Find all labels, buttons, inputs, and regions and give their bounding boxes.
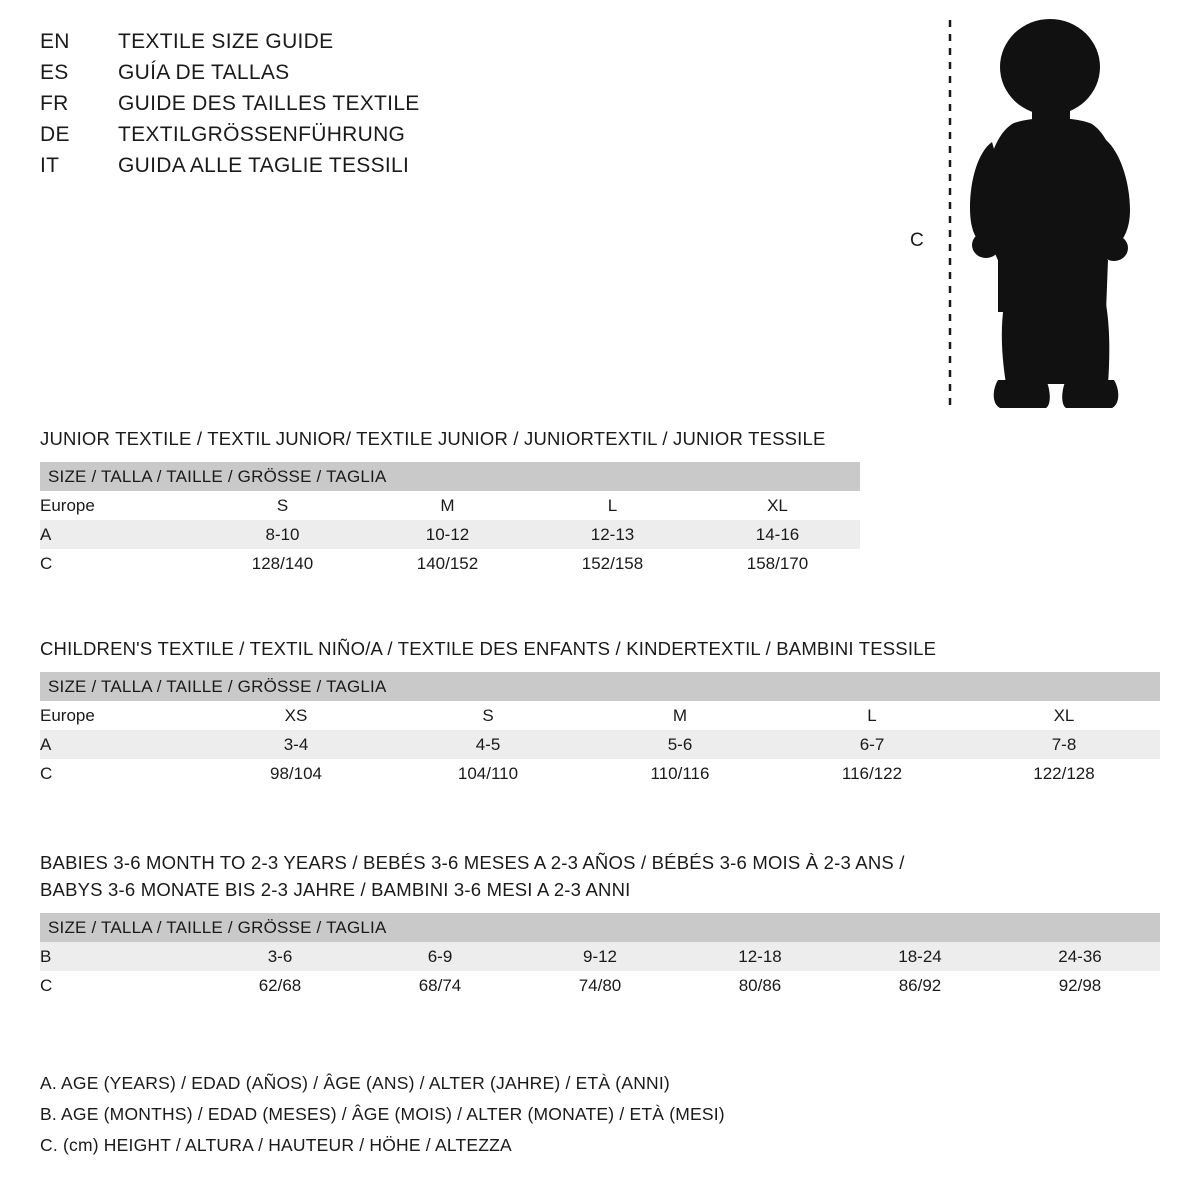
table-babies [40,942,1160,1000]
size-band-babies: SIZE / TALLA / TAILLE / GRÖSSE / TAGLIA [40,913,1160,942]
cell-value: 104/110 [392,759,584,788]
cell-size: XS [200,701,392,730]
table-row [40,759,1160,788]
section-title-children: CHILDREN'S TEXTILE / TEXTIL NIÑO/A / TEXTILE DES ENFANTS / KINDERTEXTIL / BAMBINI TESSILE [40,638,937,659]
section-title-babies-line2: BABYS 3-6 MONATE BIS 2-3 JAHRE / BAMBINI 3-6 MESI A 2-3 ANNI [40,879,631,900]
cell-value: 80/86 [680,971,840,1000]
section-title-babies [40,852,1160,901]
cell-size: S [200,491,365,520]
cell-value: 12-18 [680,942,840,971]
cell-value: 8-10 [200,520,365,549]
table-row [40,520,860,549]
footnote-b: B. AGE (MONTHS) / EDAD (MESES) / ÂGE (MOIS) / ALTER (MONATE) / ETÀ (MESI) [40,1104,725,1124]
cell-value: 110/116 [584,759,776,788]
cell-value: 98/104 [200,759,392,788]
cell-size: L [530,491,695,520]
cell-value: 68/74 [360,971,520,1000]
section-title-babies-line1: BABIES 3-6 MONTH TO 2-3 YEARS / BEBÉS 3-6 MESES A 2-3 AÑOS / BÉBÉS 3-6 MOIS À 2-3 ANS / [40,852,905,873]
cell-value: 9-12 [520,942,680,971]
cell-value: 18-24 [840,942,1000,971]
toddler-body [970,19,1130,408]
cell-row-label: A [40,730,200,759]
cell-row-label: C [40,549,200,578]
table-junior [40,491,860,578]
cell-size: XL [695,491,860,520]
cell-value: 6-7 [776,730,968,759]
section-junior [40,428,860,578]
cell-value: 152/158 [530,549,695,578]
table-row [40,701,1160,730]
size-band-junior: SIZE / TALLA / TAILLE / GRÖSSE / TAGLIA [40,462,860,491]
header-title-de: TEXTILGRÖSSENFÜHRUNG [118,123,406,146]
header-title-it: GUIDA ALLE TAGLIE TESSILI [118,154,410,177]
cell-row-label: B [40,942,200,971]
cell-row-label: C [40,759,200,788]
language-code-fr: FR [40,92,69,115]
table-row [40,491,860,520]
header-row-en [40,30,600,61]
cell-value: 4-5 [392,730,584,759]
cell-value: 10-12 [365,520,530,549]
cell-value: 3-4 [200,730,392,759]
cell-value: 92/98 [1000,971,1160,1000]
header-row-es [40,61,600,92]
footnotes [40,1068,725,1161]
header-title-es: GUÍA DE TALLAS [118,61,290,84]
cell-row-label: C [40,971,200,1000]
table-row [40,549,860,578]
cell-value: 158/170 [695,549,860,578]
header-languages [40,30,600,185]
cell-value: 14-16 [695,520,860,549]
language-code-es: ES [40,61,69,84]
child-silhouette-icon [900,12,1160,422]
cell-value: 74/80 [520,971,680,1000]
cell-size: S [392,701,584,730]
cell-value: 24-36 [1000,942,1160,971]
cell-value: 140/152 [365,549,530,578]
section-babies [40,852,1160,1000]
language-code-de: DE [40,123,70,146]
table-row [40,971,1160,1000]
cell-size: XL [968,701,1160,730]
cell-size: L [776,701,968,730]
height-label-c: C [910,230,924,251]
table-row [40,730,1160,759]
header-title-en: TEXTILE SIZE GUIDE [118,30,334,53]
cell-value: 5-6 [584,730,776,759]
footnote-c: C. (cm) HEIGHT / ALTURA / HAUTEUR / HÖHE / ALTEZZA [40,1135,512,1155]
footnote-a: A. AGE (YEARS) / EDAD (AÑOS) / ÂGE (ANS) / ALTER (JAHRE) / ETÀ (ANNI) [40,1073,670,1093]
header-title-fr: GUIDE DES TAILLES TEXTILE [118,92,420,115]
table-row [40,942,1160,971]
language-code-en: EN [40,30,70,53]
cell-value: 12-13 [530,520,695,549]
cell-size: M [584,701,776,730]
cell-europe-label: Europe [40,491,200,520]
section-children [40,638,1160,788]
cell-value: 3-6 [200,942,360,971]
cell-value: 7-8 [968,730,1160,759]
cell-value: 128/140 [200,549,365,578]
header-row-fr [40,92,600,123]
cell-europe-label: Europe [40,701,200,730]
section-title-junior: JUNIOR TEXTILE / TEXTIL JUNIOR/ TEXTILE JUNIOR / JUNIORTEXTIL / JUNIOR TESSILE [40,428,826,449]
cell-value: 116/122 [776,759,968,788]
cell-value: 86/92 [840,971,1000,1000]
cell-row-label: A [40,520,200,549]
cell-value: 62/68 [200,971,360,1000]
child-figure [900,12,1160,422]
size-band-children: SIZE / TALLA / TAILLE / GRÖSSE / TAGLIA [40,672,1160,701]
header-row-it [40,154,600,185]
cell-value: 122/128 [968,759,1160,788]
language-code-it: IT [40,154,60,177]
cell-value: 6-9 [360,942,520,971]
header-row-de [40,123,600,154]
cell-size: M [365,491,530,520]
table-children [40,701,1160,788]
